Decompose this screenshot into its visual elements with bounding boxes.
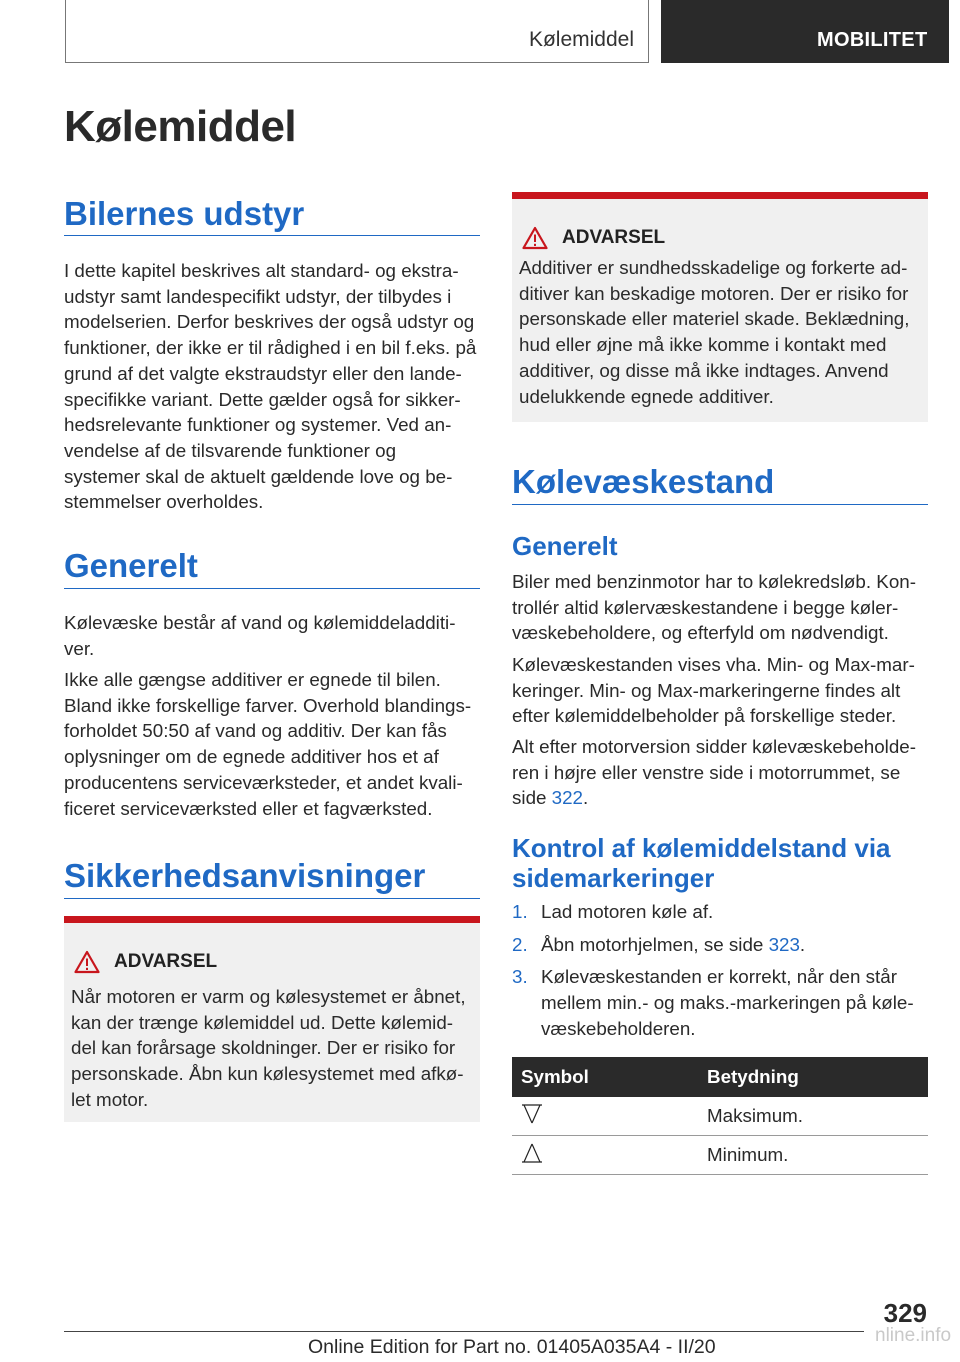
warning-box: [64, 916, 480, 1122]
warning-label: ADVARSEL: [562, 227, 666, 248]
heading-generelt: Generelt: [64, 547, 198, 584]
min-mark-icon: [521, 1142, 543, 1164]
step-text: Lad motoren køle af.: [541, 901, 714, 922]
warning-triangle-icon: [74, 950, 100, 974]
step-number: 3.: [512, 966, 528, 988]
paragraph-generelt-1: Biler med benzinmotor har to kølekredsløb. Kon- trollér altid kølervæskestandene i begge køler- væskebeholdere, og efterfyld om nødvendigt.: [512, 571, 916, 644]
page-number: 329: [883, 1298, 927, 1328]
paragraph-text: Alt efter motorversion sidder kølevæskebeholde- ren i højre eller venstre side i motorrummet, se side: [512, 736, 916, 809]
footer-rule: [64, 1331, 864, 1332]
heading-rule: [64, 235, 480, 236]
page-link-323[interactable]: 323: [768, 933, 800, 955]
heading-kolevaeskestand: Kølevæskestand: [512, 463, 775, 500]
max-mark-icon: [521, 1103, 543, 1125]
subheading-kontrol: Kontrol af kølemiddelstand via sidemarkeringer: [512, 833, 891, 893]
list-item: [512, 932, 942, 958]
warning-text: Når motoren er varm og kølesystemet er åbnet, kan der trænge kølemiddel ud. Dette kølemid- del kan forårsage skoldninger. Der er risiko for personskade. Åbn kun kølesystemet med afkø- let motor.: [71, 986, 466, 1110]
heading-sikkerhedsanvisninger: Sikkerhedsanvisninger: [64, 857, 426, 894]
warning-header: [522, 226, 665, 250]
table-header-symbol: Symbol: [512, 1057, 698, 1097]
list-item: [512, 899, 942, 925]
page-title: Kølemiddel: [64, 102, 297, 151]
heading-rule: [64, 898, 480, 899]
header-section-tab: [65, 0, 649, 63]
warning-header: [74, 950, 217, 974]
heading-rule: [64, 588, 480, 589]
heading-rule: [512, 504, 928, 505]
paragraph-generelt-2: Ikke alle gængse additiver er egnede til bilen. Bland ikke forskellige farver. Overhold blandings- forholdet 50:50 af vand og additiv. Der kan fås oplysninger om de egnede additiver hos et af producentens serviceværksteder, et andet kvali- ficeret serviceværksted eller et fagværksted.: [64, 669, 472, 819]
paragraph-generelt-1: Kølevæske består af vand og kølemiddeladditi- ver.: [64, 612, 456, 659]
subheading-generelt: Generelt: [512, 531, 618, 561]
step-text: Åbn motorhjelmen, se side: [541, 933, 769, 955]
heading-bilernes-udstyr: Bilernes udstyr: [64, 195, 305, 232]
paragraph-bilernes-udstyr: I dette kapitel beskrives alt standard- og ekstra- udstyr samt landespecifikt udstyr, der tilbydes i modelserien. Derfor beskrives der også udstyr og funktioner, der ikke er til rådighed i en bil f.eks. på grund af det valgte ekstraudstyr eller den lande- specifikke variant. Dette gælder også for sikker- hedsrelevante funktioner og systemer. Ved an- vendelse af de tilsvarende funktioner og systemer skal de aktuelt gældende love og be- stemmelser overholdes.: [64, 260, 477, 513]
table-header-betydning: Betydning: [698, 1057, 928, 1097]
header-chapter-label: MOBILITET: [817, 29, 928, 51]
warning-box: [512, 192, 928, 422]
list-item: [512, 964, 942, 1041]
step-text: Kølevæskestanden er korrekt, når den står mellem min.- og maks.-markeringen på køle- væskebeholderen.: [541, 966, 914, 1039]
header-section-label: Kølemiddel: [528, 28, 634, 51]
page-link-322[interactable]: 322: [551, 787, 584, 809]
warning-triangle-icon: [522, 226, 548, 250]
table-row: [512, 1097, 928, 1136]
table-cell-symbol: [512, 1136, 698, 1175]
table-cell-meaning: Minimum.: [698, 1136, 928, 1175]
watermark: nline.info: [875, 1325, 952, 1346]
table-cell-meaning: Maksimum.: [698, 1097, 928, 1136]
table-cell-symbol: [512, 1097, 698, 1136]
footer-edition: Online Edition for Part no. 01405A035A4 - II/20: [308, 1336, 716, 1358]
step-number: 2.: [512, 933, 528, 955]
warning-label: ADVARSEL: [114, 951, 218, 972]
table-row: [512, 1136, 928, 1175]
paragraph-generelt-3: [512, 734, 942, 811]
step-end: .: [799, 933, 806, 955]
header-chapter-tab: [661, 0, 949, 63]
step-list: [512, 899, 942, 1049]
table-header-row: [512, 1057, 928, 1097]
step-number: 1.: [512, 901, 528, 922]
warning-text: Additiver er sundhedsskadelige og forkerte ad- ditiver kan beskadige motoren. Der er risiko for personskade eller materiel skade. Beklædning, hud eller øjne må ikke komme i kontakt med additiver, og disse må ikke indtages. Anvend udelukkende egnede additiver.: [519, 257, 910, 407]
symbol-table: [512, 1057, 928, 1175]
paragraph-generelt-2: Kølevæskestanden vises vha. Min- og Max-mar- keringer. Min- og Max-markeringerne findes alt efter kølemiddelbeholder på forskellige steder.: [512, 654, 915, 727]
paragraph-end: .: [583, 787, 589, 809]
